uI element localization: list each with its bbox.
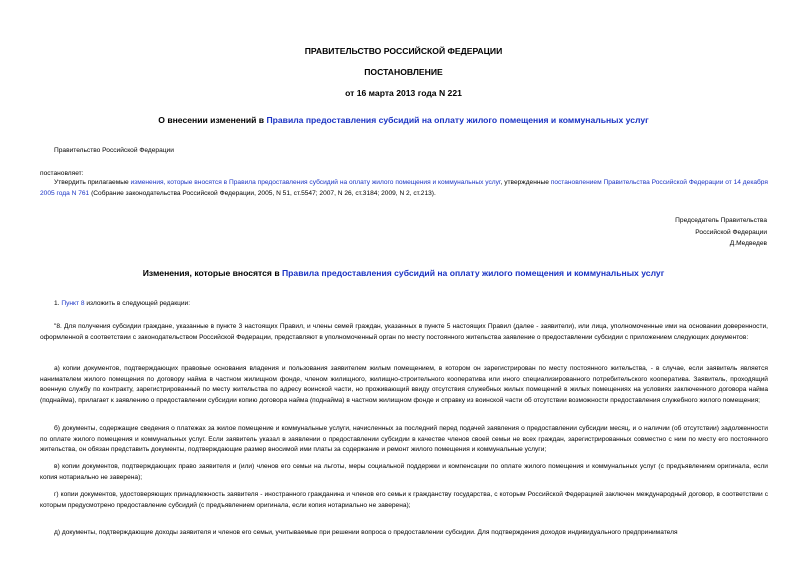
decree-text-2: , утвержденные <box>500 179 551 186</box>
document-date: от 16 марта 2013 года N 221 <box>345 88 462 98</box>
item-8-link[interactable]: Пункт 8 <box>61 300 85 307</box>
item-1 <box>54 299 190 310</box>
paragraph-d: д) документы, подтверждающие доходы заявителя и членов его семьи, учитываемые при решении вопроса о предоставлении субсидии. Для подтверждения доходов индивидуального предпринимателя <box>54 529 678 536</box>
rules-title-link[interactable]: Правила предоставления субсидий на оплату жилого помещения и коммунальных услуг <box>266 115 649 125</box>
title-prefix: О внесении изменений в <box>158 115 267 125</box>
paragraph-v: в) копии документов, подтверждающих право заявителя и (или) членов его семьи на льготы, меры социальной поддержки и компенсации по оплате жилого помещения и коммунальных услуг (с предъявлением оригинала, если копия нотариально не заверена); <box>40 463 768 481</box>
item-1-rest: изложить в следующей редакции: <box>84 300 191 307</box>
document-type-heading: ПОСТАНОВЛЕНИЕ <box>364 67 443 77</box>
paragraph-a: а) копии документов, подтверждающих правовые основания владения и пользования заявителем жилым помещением, в котором он зарегистрирован по месту постоянного жительства, - в случае, если заявитель является нанимателем жилого помещения по договору найма в частном жилищном фонде, членом жилищного, жилищно-строительного кооператива или иного специализированного потребительского кооператива. Заявитель, проходящий военную службу по контракту, зарегистрированный по месту жительства по адресу воинской части, но проживающий ввиду отсутствия служебных жилых помещений в жилых помещениях на условиях заключенного договора найма (поднайма), прилагает к заявлению о предоставлении субсидии копию договора найма (поднайма) в частном жилищном фонде и справку из воинской части об отсутствии возможности предоставления служебного жилого помещения; <box>40 365 768 404</box>
paragraph-g: г) копии документов, удостоверяющих принадлежность заявителя - иностранного гражданина и членов его семьи к гражданству государства, с которым Российской Федерацией заключен международный договор, в соответствии с которым предусмотрено предоставление субсидий (с предъявлением оригинала, если копия нотариально не заверена); <box>40 491 768 509</box>
signature-position: Председатель Правительства <box>675 217 767 224</box>
decree-text-1: Утвердить прилагаемые <box>54 179 131 186</box>
changes-title <box>20 268 787 278</box>
government-heading: ПРАВИТЕЛЬСТВО РОССИЙСКОЙ ФЕДЕРАЦИИ <box>304 46 503 56</box>
resolution-761-link[interactable]: постановлением Правительства Российской Федерации от 14 декабря 2005 года N 761 <box>40 179 768 197</box>
document-title <box>20 115 787 125</box>
signature-country: Российской Федерации <box>695 228 767 236</box>
signature-name: Д.Медведев <box>729 240 767 247</box>
decree-paragraph <box>40 178 768 199</box>
changes-link[interactable]: изменения, которые вносятся в Правила предоставления субсидий на оплату жилого помещения и коммунальных услуг <box>130 179 501 186</box>
decree-text-3: (Собрание законодательства Российской Федерации, 2005, N 51, ст.5547; 2007, N 26, ст.3184; 2009, N 2, ст.213). <box>89 189 436 197</box>
issuer-text: Правительство Российской Федерации <box>54 147 174 154</box>
changes-rules-link[interactable]: Правила предоставления субсидий на оплату жилого помещения и коммунальных услуг <box>282 268 665 278</box>
changes-title-prefix: Изменения, которые вносятся в <box>142 268 282 278</box>
paragraph-b: б) документы, содержащие сведения о платежах за жилое помещение и коммунальные услуги, начисленных за последний перед подачей заявления о предоставлении субсидии месяц, и о наличии (об отсутствии) задолженности по оплате жилого помещения и коммунальных услуг. Если заявитель указал в заявлении о предоставлении субсидии в качестве членов своей семьи не всех граждан, зарегистрированных совместно с ним по месту его постоянного жительства, он обязан представить документы, подтверждающие размер вносимой ими платы за содержание и ремонт жилого помещения и коммунальные услуги; <box>40 425 768 453</box>
decree-word: постановляет: <box>40 170 84 177</box>
paragraph-8-intro: "8. Для получения субсидии граждане, указанные в пункте 3 настоящих Правил, и члены семей граждан, указанных в пункте 5 настоящих Правил (далее - заявители), или лица, уполномоченные ими на основании доверенности, оформленной в соответствии с законодательством Российской Федерации, представляют в уполномоченный орган по месту постоянного жительства заявление о предоставлении субсидии с приложением следующих документов: <box>40 323 768 341</box>
signature-block <box>675 215 767 250</box>
item-1-number: 1. <box>54 300 62 307</box>
